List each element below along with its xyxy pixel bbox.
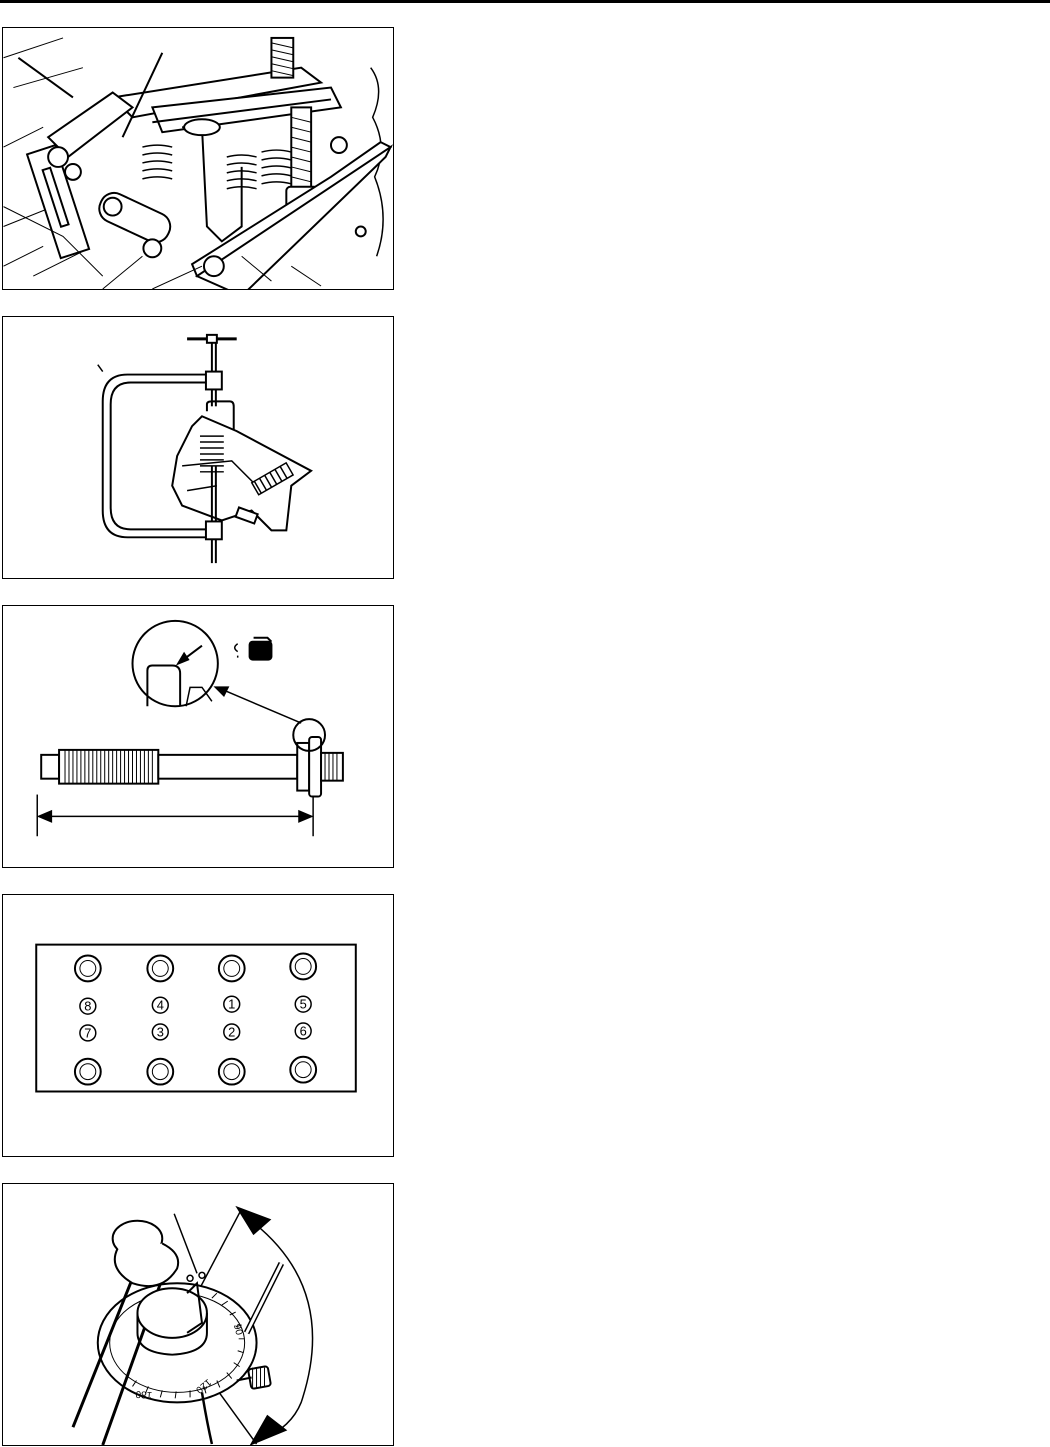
page-top-rule bbox=[0, 0, 1050, 3]
sequence-number: 4 bbox=[156, 997, 164, 1013]
tightening-sequence-illustration bbox=[3, 895, 393, 1156]
sequence-number: 7 bbox=[84, 1025, 92, 1041]
dial-number: 180 bbox=[135, 1387, 153, 1401]
angle-gauge-illustration bbox=[3, 1184, 393, 1445]
figure-head-bolt-length bbox=[2, 605, 394, 868]
figure-c-clamp-compressor bbox=[2, 316, 394, 579]
valve-spring-compressor-illustration bbox=[3, 28, 393, 289]
figure-tightening-sequence bbox=[2, 894, 394, 1157]
sequence-number: 6 bbox=[299, 1023, 307, 1039]
sequence-number: 5 bbox=[299, 996, 307, 1012]
sequence-number: 3 bbox=[156, 1024, 164, 1040]
sequence-number: 8 bbox=[84, 998, 92, 1014]
figure-angle-gauge bbox=[2, 1183, 394, 1446]
sequence-number: 1 bbox=[228, 996, 236, 1012]
figure-valve-spring-compressor bbox=[2, 27, 394, 290]
head-bolt-length-illustration bbox=[3, 606, 393, 867]
dial-number: 90 bbox=[230, 1322, 245, 1337]
c-clamp-compressor-illustration bbox=[3, 317, 393, 578]
dial-number: 120 bbox=[193, 1376, 214, 1396]
sequence-number: 2 bbox=[228, 1024, 236, 1040]
